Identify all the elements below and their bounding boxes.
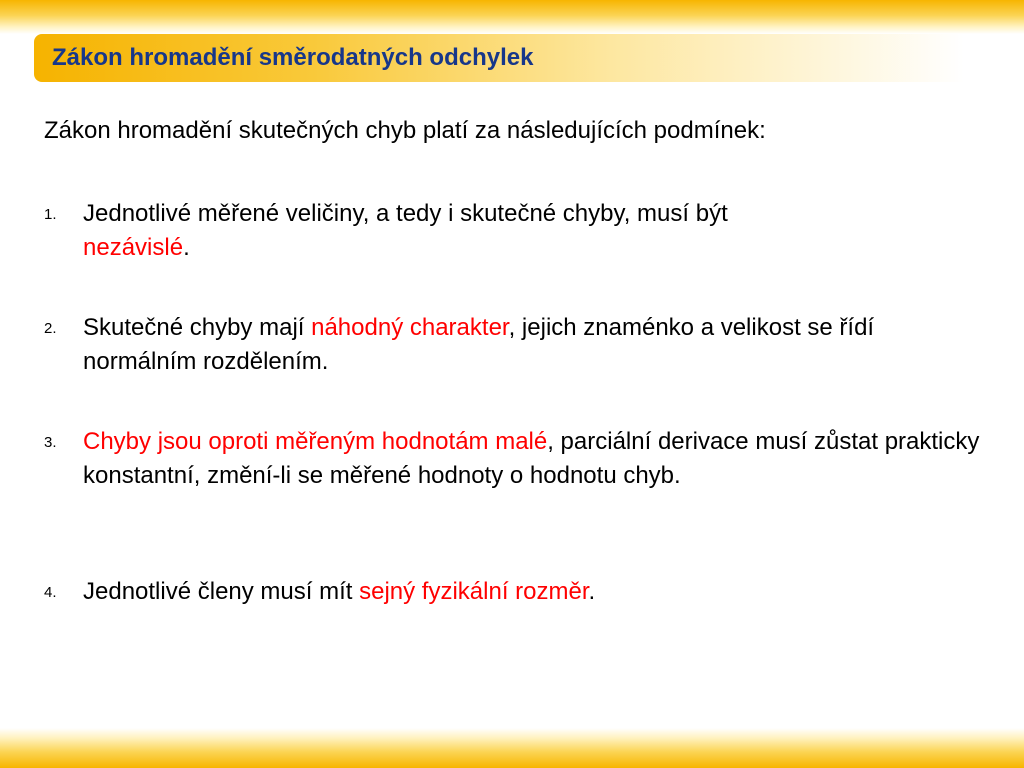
list-item-highlight: náhodný charakter	[311, 314, 509, 341]
slide-title: Zákon hromadění směrodatných odchylek	[52, 44, 534, 71]
list-item-text-before: Jednotlivé měřené veličiny, a tedy i skutečné chyby, musí být	[83, 200, 728, 227]
list-item-text	[83, 311, 983, 379]
list-item-text	[83, 197, 983, 265]
list-item-highlight: Chyby jsou oproti měřeným hodnotám malé	[83, 428, 548, 455]
list-item-text-after: , jejich znaménko a velikost se řídí normálním rozdělením.	[83, 314, 875, 375]
list-item-number: 1.	[44, 206, 57, 223]
list-item-number: 2.	[44, 320, 57, 337]
list-item-text-after: .	[588, 578, 596, 605]
list-item-number: 4.	[44, 584, 57, 601]
list-item-text-before: Skutečné chyby mají	[83, 314, 312, 341]
list-item-text-after: , parciální derivace musí zůstat prakticky konstantní, změní-li se měřené hodnoty o hodnotu chyb.	[83, 428, 980, 489]
list-item-text	[83, 425, 983, 493]
list-item-text-before: Jednotlivé členy musí mít	[83, 578, 360, 605]
list-item-highlight: sejný fyzikální rozměr	[359, 578, 589, 605]
list-item-highlight: nezávislé	[83, 234, 184, 261]
list-item-number: 3.	[44, 434, 57, 451]
list-item-text	[83, 575, 983, 609]
bottom-decorative-band	[0, 728, 1024, 768]
list-item-text-after: .	[183, 234, 190, 261]
top-decorative-band	[0, 0, 1024, 34]
intro-text: Zákon hromadění skutečných chyb platí za následujících podmínek:	[44, 117, 766, 144]
